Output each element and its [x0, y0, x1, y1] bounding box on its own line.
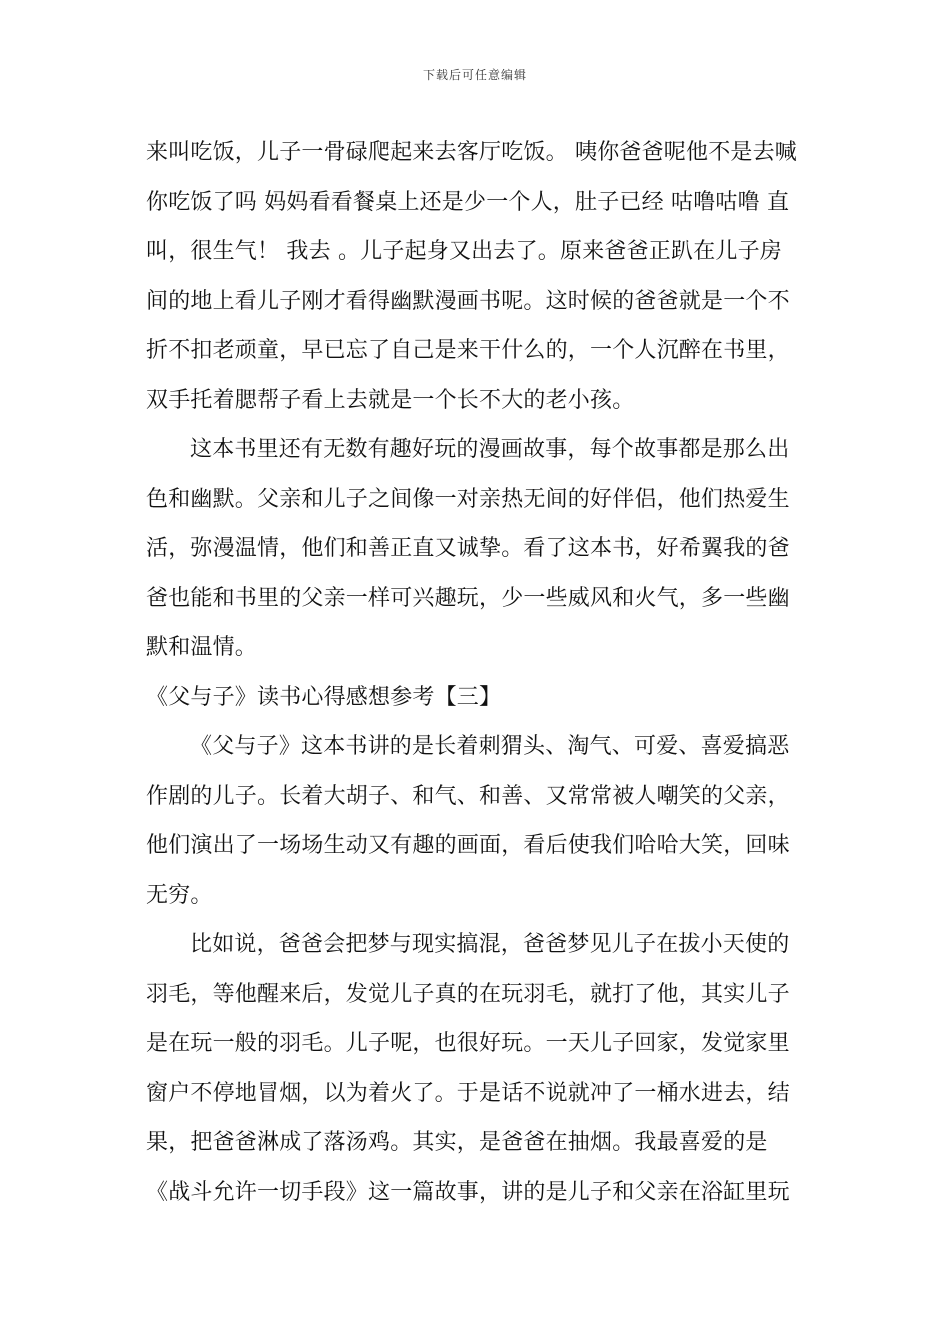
text-line: 《战斗允许一切手段》这一篇故事，讲的是儿子和父亲在浴缸里玩: [146, 1179, 790, 1205]
section-heading: 《父与子》读书心得感想参考【三】: [146, 684, 502, 710]
paragraph-start-line: 《父与子》这本书讲的是长着刺猬头、淘气、可爱、喜爱搞恶: [190, 734, 790, 759]
text-line: 羽毛，等他醒来后，发觉儿子真的在玩羽毛，就打了他，其实儿子: [146, 981, 790, 1007]
text-line: 爸也能和书里的父亲一样可兴趣玩，少一些威风和火气，多一些幽: [146, 585, 790, 611]
text-line: 默和温情。: [146, 635, 258, 660]
text-line: 活，弥漫温情，他们和善正直又诚挚。看了这本书，好希翼我的爸: [146, 536, 790, 561]
text-line: 折不扣老顽童，早已忘了自己是来干什么的，一个人沉醉在书里，: [146, 338, 790, 363]
text-line: 无穷。: [146, 882, 213, 908]
text-line: 你吃饭了吗 妈妈看看餐桌上还是少一个人，肚子已经 咕噜咕噜 直: [146, 189, 790, 215]
text-line: 双手托着腮帮子看上去就是一个长不大的老小孩。: [146, 387, 635, 413]
page-header-note: 下载后可任意编辑: [422, 68, 527, 82]
text-line: 作剧的儿子。长着大胡子、和气、和善、又常常被人嘲笑的父亲，: [146, 783, 790, 809]
text-line: 间的地上看儿子刚才看得幽默漫画书呢。这时候的爸爸就是一个不: [146, 288, 790, 314]
text-line: 窗户不停地冒烟，以为着火了。于是话不说就冲了一桶水进去，结: [146, 1080, 790, 1106]
paragraph-start-line: 这本书里还有无数有趣好玩的漫画故事，每个故事都是那么出: [190, 437, 790, 462]
text-line: 色和幽默。父亲和儿子之间像一对亲热无间的好伴侣，他们热爱生: [146, 486, 790, 512]
text-line: 来叫吃饭，儿子一骨碌爬起来去客厅吃饭。 咦你爸爸呢他不是去喊: [146, 140, 797, 165]
document-body: [146, 128, 806, 1217]
text-line: 果，把爸爸淋成了落汤鸡。其实，是爸爸在抽烟。我最喜爱的是: [146, 1130, 768, 1155]
text-line: 叫，很生气！ 我去 。儿子起身又出去了。原来爸爸正趴在儿子房: [146, 239, 782, 264]
text-line: 他们演出了一场场生动又有趣的画面，看后使我们哈哈大笑，回味: [146, 833, 790, 858]
text-line: 是在玩一般的羽毛。儿子呢，也很好玩。一天儿子回家，发觉家里: [146, 1031, 790, 1056]
paragraph-start-line: 比如说，爸爸会把梦与现实搞混，爸爸梦见儿子在拔小天使的: [190, 932, 790, 957]
